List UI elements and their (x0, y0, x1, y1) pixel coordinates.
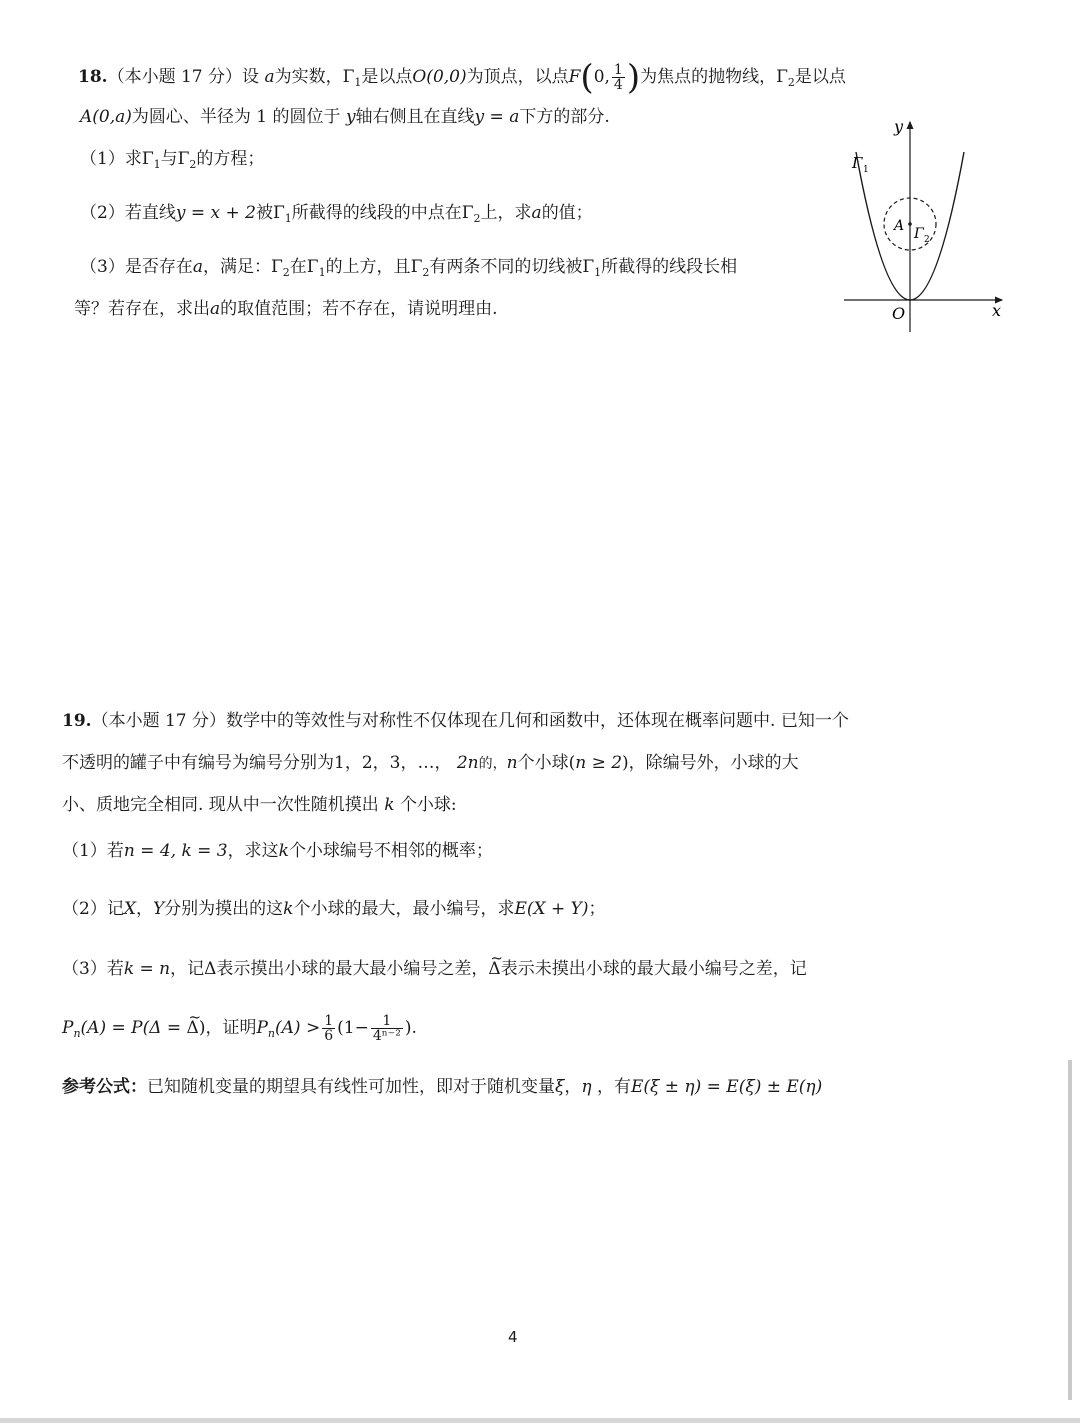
page-edge-shadow (1068, 1060, 1072, 1400)
q18-part3-line2: 等？若存在，求出a的取值范围；若不存在，请说明理由. (74, 299, 498, 319)
q19-intro-line3: 小、质地完全相同. 现从中一次性随机摸出 k 个小球: (62, 795, 457, 815)
q18-point-A: A(0,a) (80, 107, 132, 127)
center-point-A (908, 222, 912, 226)
fraction-one-over-four-power: $\frac{1}{\text{4ⁿ⁻²}}$ (372, 1013, 401, 1044)
label-gamma2: Γ (914, 226, 924, 242)
label-y: y (894, 117, 904, 136)
q19-points: （本小题 17 分） (91, 711, 227, 731)
q18-stem-line2: A(0,a)为圆心、半径为 1 的圆位于 y轴右侧且在直线y = a下方的部分. (80, 107, 610, 127)
q18-points: （本小题 17 分） (107, 67, 243, 87)
q19-part3-line2: $P_n(A) = P(\Delta$ = ~ Δ)，证明$P_n(A)$ > $\frac{1}{6}$ (1− $\frac{1}{\text{4ⁿ⁻²}}$ ). (62, 1008, 417, 1048)
page-bottom-edge (0, 1418, 1080, 1423)
q18-number: 18. (78, 67, 108, 87)
q18-part3-line1: （3）是否存在a，满足：$\Gamma_2$在$\Gamma_1$的上方，且$\Gamma_2$有两条不同的切线被$\Gamma_1$所截得的线段长相 (80, 257, 738, 279)
q19-number: 19. (62, 711, 92, 731)
q19-part3-line1: （3）若k = n，记Δ表示摸出小球的最大最小编号之差，~ Δ表示未摸出小球的最大最小编号之差，记 (62, 958, 807, 980)
delta-tilde: ~ Δ (488, 958, 500, 980)
q19-intro-line1: 19.（本小题 17 分）数学中的等效性与对称性不仅体现在几何和函数中，还体现在概率问题中. 已知一个 (62, 711, 849, 731)
q18-focus-fraction: $\frac{1}{4}$ (613, 62, 623, 93)
q18-part1: （1）求$\Gamma_1$与$\Gamma_2$的方程； (80, 149, 265, 171)
q18-stem-line1: 18.（本小题 17 分）设 a为实数，$\Gamma_1$是以点O(0,0)为顶点，以点F(0, $\frac{1}{4}$ )为焦点的抛物线，$\Gamma_2$是以点 (78, 57, 846, 98)
label-O: O (892, 304, 906, 323)
label-A: A (894, 218, 905, 234)
q19-intro-line2: 不透明的罐子中有编号为编号分别为1，2，3，…， 2n的，n个小球(n ≥ 2)，除编号外，小球的大 (62, 753, 799, 773)
q19-part2: （2）记X，Y分别为摸出的这k个小球的最大，最小编号，求E(X + Y)； (62, 899, 606, 919)
q18-point-O: O(0,0) (412, 67, 467, 87)
label-gamma1: Γ (852, 154, 863, 172)
q18-figure (838, 112, 1013, 337)
label-gamma2-sub: 2 (924, 235, 930, 245)
page-number: 4 (508, 1328, 518, 1346)
fraction-one-sixth: $\frac{1}{6}$ (324, 1013, 334, 1044)
label-x: x (992, 301, 1002, 320)
q19-part1: （1）若n = 4, k = 3，求这k个小球编号不相邻的概率； (62, 841, 493, 861)
q18-part2: （2）若直线y = x + 2被$\Gamma_1$所截得的线段的中点在$\Gamma_2$上，求a的值； (80, 203, 593, 225)
label-gamma1-sub: 1 (863, 165, 869, 175)
q19-reference-formula: 参考公式：已知随机变量的期望具有线性可加性，即对于随机变量ξ，η ，有E(ξ ± η) = E(ξ) ± E(η) (62, 1077, 823, 1097)
